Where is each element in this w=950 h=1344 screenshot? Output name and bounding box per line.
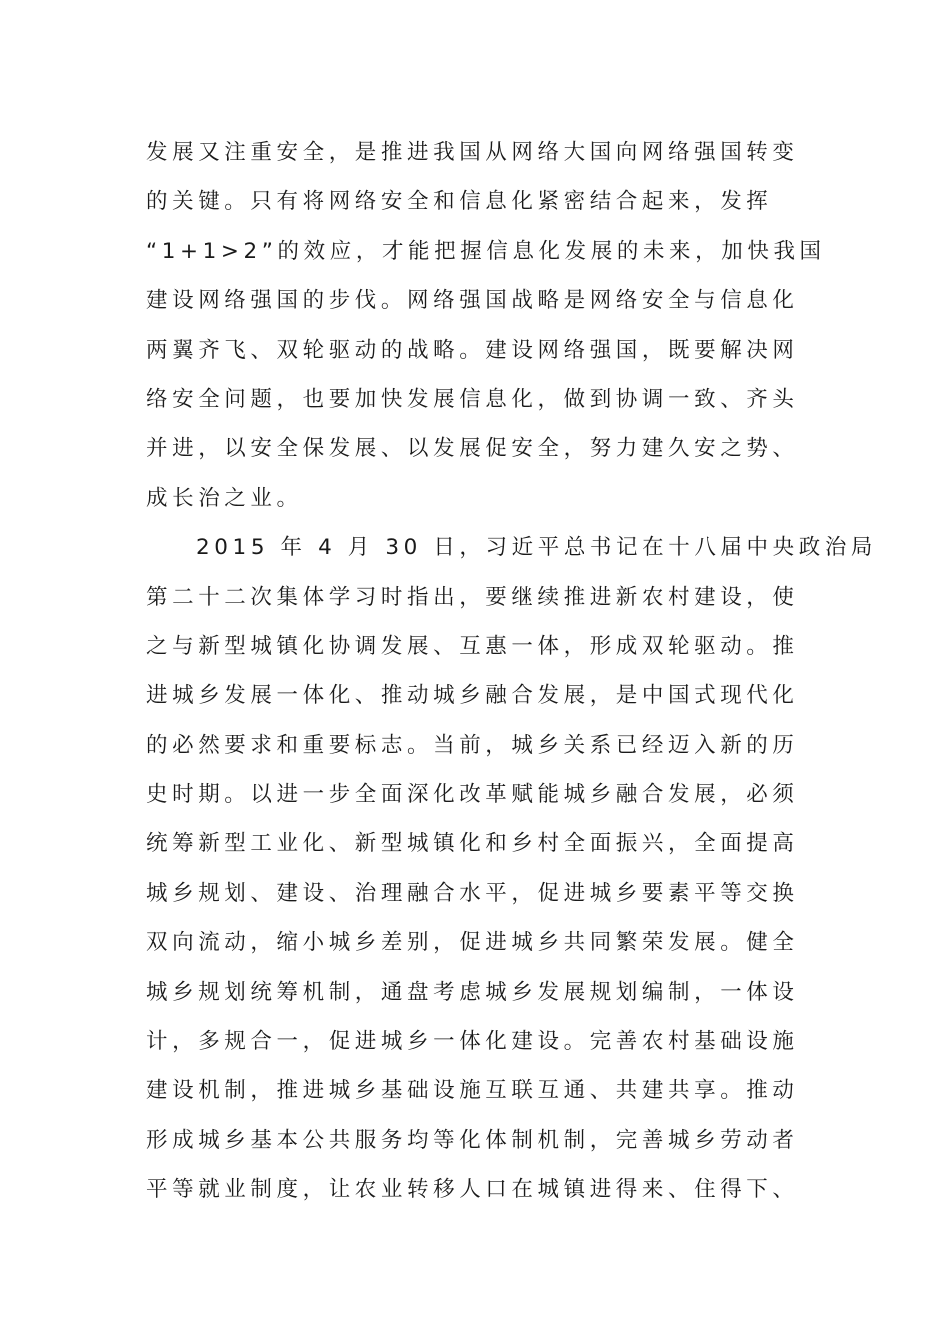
paragraph-line: 的必然要求和重要标志。当前，城乡关系已经迈入新的历	[146, 732, 799, 758]
paragraph-line: 统筹新型工业化、新型城镇化和乡村全面振兴，全面提高	[146, 831, 799, 857]
paragraph-1	[146, 128, 826, 523]
paragraph-line: 建设机制，推进城乡基础设施互联互通、共建共享。推动	[146, 1078, 799, 1104]
paragraph-line: 建设网络强国的步伐。网络强国战略是网络安全与信息化	[146, 288, 799, 314]
paragraph-line: 两翼齐飞、双轮驱动的战略。建设网络强国，既要解决网	[146, 337, 799, 363]
paragraph-line: 成长治之业。	[146, 485, 303, 511]
paragraph-line: 城乡规划统筹机制，通盘考虑城乡发展规划编制，一体设	[146, 979, 799, 1005]
paragraph-line: 发展又注重安全，是推进我国从网络大国向网络强国转变	[146, 140, 799, 165]
paragraph-line: 史时期。以进一步全面深化改革赋能城乡融合发展，必须	[146, 782, 799, 808]
paragraph-line: 计，多规合一，促进城乡一体化建设。完善农村基础设施	[146, 1029, 799, 1055]
paragraph-line: 城乡规划、建设、治理融合水平，促进城乡要素平等交换	[146, 880, 799, 906]
paragraph-line: 双向流动，缩小城乡差别，促进城乡共同繁荣发展。健全	[146, 930, 799, 956]
paragraph-line: 进城乡发展一体化、推动城乡融合发展，是中国式现代化	[146, 683, 799, 709]
paragraph-line: 2015 年 4 月 30 日，习近平总书记在十八届中央政治局	[196, 535, 878, 561]
paragraph-line: 之与新型城镇化协调发展、互惠一体，形成双轮驱动。推	[146, 633, 799, 659]
paragraph-line: “1+1>2”的效应，才能把握信息化发展的未来，加快我国	[146, 238, 826, 264]
paragraph-line: 第二十二次集体学习时指出，要继续推进新农村建设，使	[146, 584, 799, 610]
paragraph-line: 并进，以安全保发展、以发展促安全，努力建久安之势、	[146, 436, 799, 462]
paragraph-line: 平等就业制度，让农业转移人口在城镇进得来、住得下、	[146, 1177, 799, 1203]
body-text	[146, 128, 878, 1215]
paragraph-line: 的关键。只有将网络安全和信息化紧密结合起来，发挥	[146, 189, 773, 215]
paragraph-2	[146, 523, 878, 1214]
paragraph-line: 络安全问题，也要加快发展信息化，做到协调一致、齐头	[146, 386, 799, 412]
paragraph-line: 形成城乡基本公共服务均等化体制机制，完善城乡劳动者	[146, 1127, 799, 1153]
